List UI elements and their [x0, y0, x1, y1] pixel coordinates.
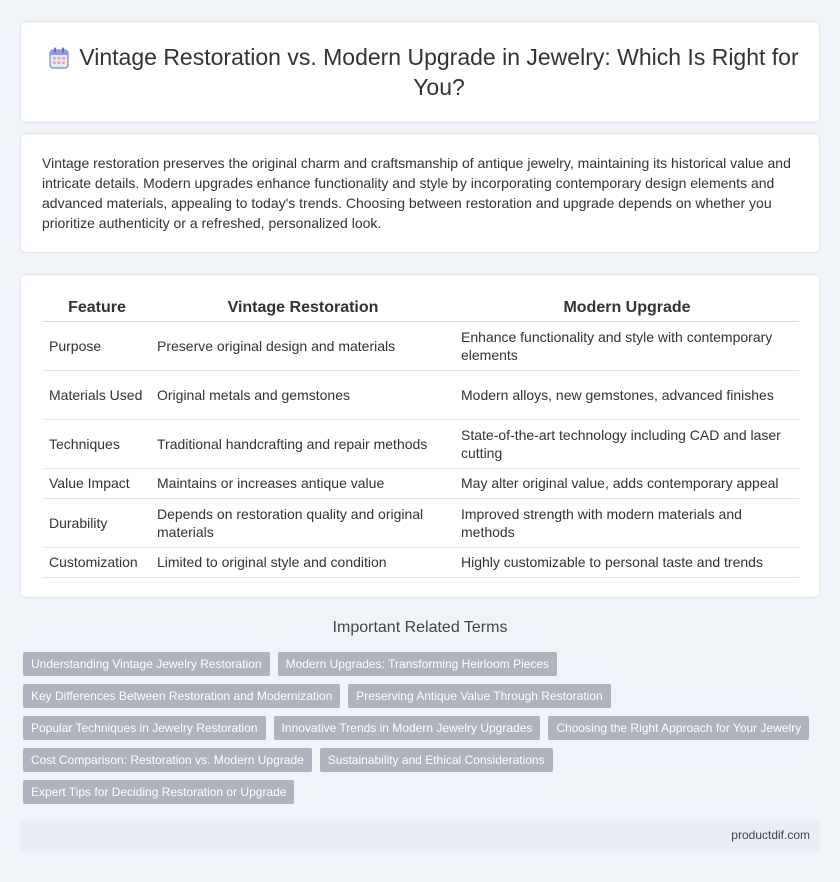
- table-cell: Preserve original design and materials: [151, 321, 455, 370]
- table-cell: Purpose: [43, 321, 151, 370]
- table-header-row: [43, 295, 799, 321]
- related-term-tag[interactable]: Key Differences Between Restoration and Modernization: [23, 684, 340, 708]
- related-term-tag[interactable]: Choosing the Right Approach for Your Jewelry: [548, 716, 809, 740]
- intro-paragraph: Vintage restoration preserves the original charm and craftsmanship of antique jewelry, maintaining its historical value and intricate details. Modern upgrades enhance functionality and style by incorporating contemporary design elements and advanced materials, appealing to today's trends. Choosing between restoration and upgrade depends on whether you prioritize authenticity or a refreshed, personalized look.: [42, 155, 791, 231]
- column-header: Feature: [43, 295, 151, 321]
- table-cell: Depends on restoration quality and original materials: [151, 498, 455, 547]
- comparison-table: [43, 295, 799, 578]
- intro-card: [20, 133, 820, 253]
- table-row: [43, 468, 799, 498]
- table-cell: Original metals and gemstones: [151, 370, 455, 419]
- footer-site-link[interactable]: productdif.com: [731, 828, 810, 842]
- table-cell: Value Impact: [43, 468, 151, 498]
- table-cell: Enhance functionality and style with contemporary elements: [455, 321, 799, 370]
- table-cell: Durability: [43, 498, 151, 547]
- footer: [20, 819, 820, 851]
- page-title: Vintage Restoration vs. Modern Upgrade in Jewelry: Which Is Right for You?: [79, 44, 799, 100]
- related-term-tag[interactable]: Popular Techniques in Jewelry Restoration: [23, 716, 266, 740]
- related-term-tag[interactable]: Understanding Vintage Jewelry Restoration: [23, 652, 270, 676]
- related-term-tag[interactable]: Innovative Trends in Modern Jewelry Upgrades: [274, 716, 541, 740]
- table-cell: Customization: [43, 547, 151, 577]
- table-row: [43, 370, 799, 419]
- table-cell: Techniques: [43, 419, 151, 468]
- table-cell: Highly customizable to personal taste and trends: [455, 547, 799, 577]
- related-term-tag[interactable]: Expert Tips for Deciding Restoration or Upgrade: [23, 780, 294, 804]
- table-cell: Improved strength with modern materials and methods: [455, 498, 799, 547]
- table-cell: Materials Used: [43, 370, 151, 419]
- related-term-tag[interactable]: Modern Upgrades: Transforming Heirloom Pieces: [278, 652, 557, 676]
- table-row: [43, 419, 799, 468]
- table-row: [43, 498, 799, 547]
- related-terms-list: [23, 652, 823, 812]
- related-term-tag[interactable]: Cost Comparison: Restoration vs. Modern Upgrade: [23, 748, 312, 772]
- related-term-tag[interactable]: Sustainability and Ethical Considerations: [320, 748, 553, 772]
- table-row: [43, 321, 799, 370]
- table-cell: Modern alloys, new gemstones, advanced finishes: [455, 370, 799, 419]
- comparison-table-card: [20, 274, 820, 598]
- related-terms-heading: Important Related Terms: [332, 619, 508, 636]
- table-cell: Traditional handcrafting and repair methods: [151, 419, 455, 468]
- table-cell: May alter original value, adds contemporary appeal: [455, 468, 799, 498]
- table-cell: Maintains or increases antique value: [151, 468, 455, 498]
- header-card: [20, 21, 820, 123]
- related-term-tag[interactable]: Preserving Antique Value Through Restoration: [348, 684, 610, 708]
- table-cell: Limited to original style and condition: [151, 547, 455, 577]
- table-cell: State-of-the-art technology including CAD and laser cutting: [455, 419, 799, 468]
- column-header: Modern Upgrade: [455, 295, 799, 321]
- column-header: Vintage Restoration: [151, 295, 455, 321]
- table-row: [43, 547, 799, 577]
